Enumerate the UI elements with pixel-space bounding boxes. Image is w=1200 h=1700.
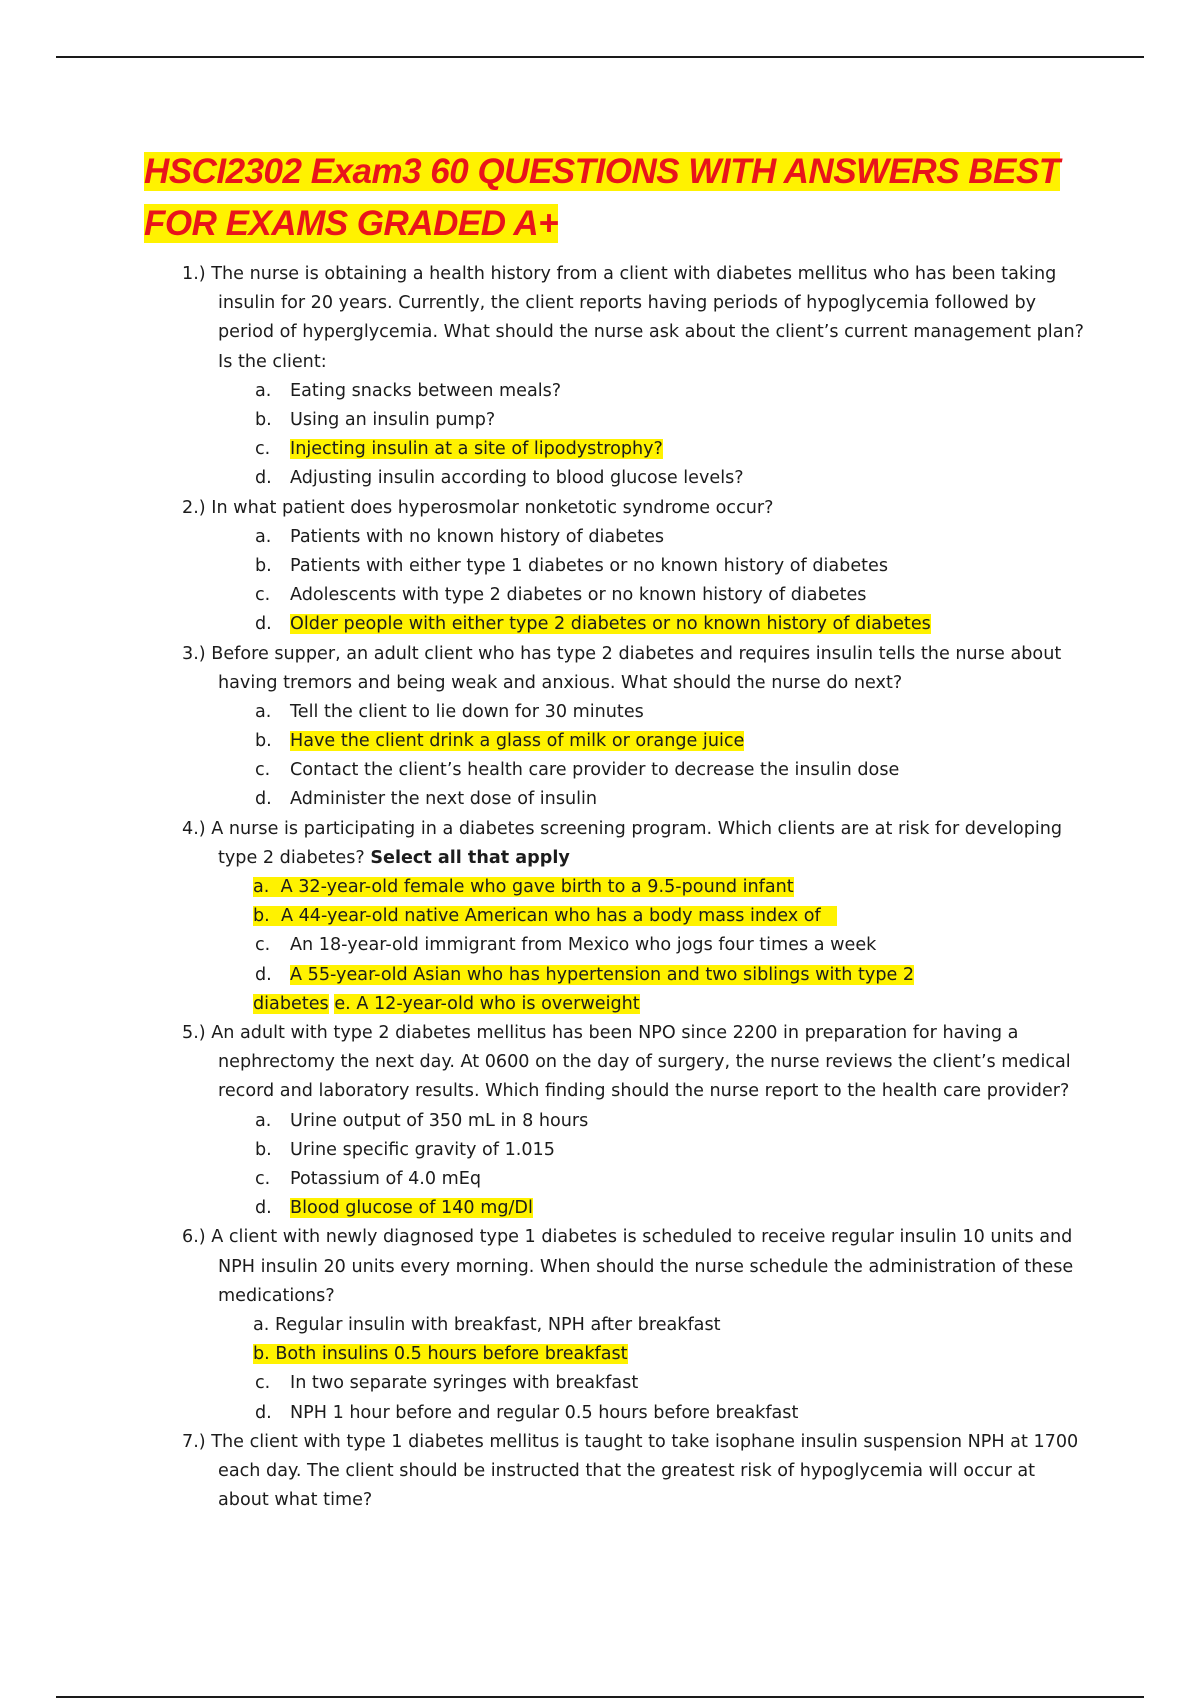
question-number: 4.): [182, 818, 206, 839]
option-3c: c. Contact the client’s health care provider to decrease the insulin dose: [255, 760, 900, 781]
question-number: 5.): [182, 1023, 206, 1044]
option-5a: a. Urine output of 350 mL in 8 hours: [255, 1110, 589, 1131]
question-number: 2.): [182, 497, 206, 518]
question-number: 1.): [182, 264, 206, 284]
option-3a: a. Tell the client to lie down for 30 minutes: [255, 701, 644, 722]
option-1a: a. Eating snacks between meals?: [255, 380, 562, 401]
question-7: [0, 1428, 1200, 1516]
question-4: [0, 815, 1200, 873]
question-number: 6.): [182, 1227, 206, 1248]
option-2b: b. Patients with either type 1 diabetes or no known history of diabetes: [255, 555, 889, 576]
option-5c: c. Potassium of 4.0 mEq: [255, 1169, 482, 1189]
question-list: [0, 260, 1200, 1515]
option-5d-answer: d. Blood glucose of 140 mg/Dl: [255, 1198, 533, 1219]
question-6: [0, 1223, 1200, 1311]
option-4d-answer: d. A 55-year-old Asian who has hypertension and two siblings with type 2: [255, 964, 915, 985]
option-6c: c. In two separate syringes with breakfast: [255, 1373, 639, 1394]
question-instruction: Select all that apply: [370, 847, 570, 868]
question-1: [0, 260, 1200, 377]
option-6a: a. Regular insulin with breakfast, NPH after breakfast: [253, 1314, 721, 1335]
question-2: [0, 494, 1200, 523]
question-text: Before supper, an adult client who has type 2 diabetes and requires insulin tells the nurse about having tremors and being weak and anxious. What should the nurse do next?: [211, 643, 1062, 693]
option-4b-answer: b. A 44-year-old native American who has a body mass index of: [0, 902, 1200, 931]
option-3b-answer: b. Have the client drink a glass of milk or orange juice: [255, 731, 745, 752]
option-4d-continuation-4e-answer: diabetes e. A 12-year-old who is overweight: [253, 993, 640, 1014]
question-text: The nurse is obtaining a health history from a client with diabetes mellitus who has been taking insulin for 20 years. Currently, the client reports having periods of hypoglycemia followed by period of hyperglycemia. What should the nurse ask about the client’s current management plan? Is the client:: [211, 264, 1084, 372]
question-text: A nurse is participating in a diabetes screening program. Which clients are at risk for developing type 2 diabetes?: [211, 818, 1063, 868]
question-number: 3.): [182, 643, 206, 664]
option-6b-answer: b. Both insulins 0.5 hours before breakfast: [253, 1344, 628, 1365]
bottom-rule: [56, 1696, 1144, 1698]
question-5: [0, 1019, 1200, 1107]
question-text: A client with newly diagnosed type 1 diabetes is scheduled to receive regular insulin 10 units and NPH insulin 20 units every morning. When should the nurse schedule the administration of these medications?: [211, 1227, 1074, 1306]
option-2a: a. Patients with no known history of diabetes: [255, 526, 665, 547]
question-number: 7.): [182, 1431, 206, 1452]
question-text: The client with type 1 diabetes mellitus is taught to take isophane insulin suspension NPH at 1700 each day. The client should be instructed that the greatest risk of hypoglycemia will occur at about what time?: [211, 1431, 1079, 1511]
option-3d: d. Administer the next dose of insulin: [255, 789, 598, 810]
option-1d: d. Adjusting insulin according to blood glucose levels?: [255, 468, 744, 489]
option-6d: d. NPH 1 hour before and regular 0.5 hours before breakfast: [255, 1402, 799, 1423]
question-text: In what patient does hyperosmolar nonketotic syndrome occur?: [211, 497, 774, 518]
title-line-2: FOR EXAMS GRADED A+: [144, 204, 559, 243]
document-title: [144, 146, 1074, 250]
option-1b: b. Using an insulin pump?: [255, 410, 496, 430]
question-3: [0, 640, 1200, 698]
option-2c: c. Adolescents with type 2 diabetes or no known history of diabetes: [255, 585, 867, 606]
option-1c-answer: c. Injecting insulin at a site of lipodystrophy?: [255, 439, 663, 460]
top-rule: [56, 56, 1144, 58]
question-text: An adult with type 2 diabetes mellitus has been NPO since 2200 in preparation for having a nephrectomy the next day. At 0600 on the day of surgery, the nurse reviews the client’s medical record and laboratory results. Which finding should the nurse report to the health care provider?: [211, 1023, 1071, 1102]
title-line-1: HSCI2302 Exam3 60 QUESTIONS WITH ANSWERS BEST: [144, 152, 1060, 191]
option-5b: b. Urine specific gravity of 1.015: [255, 1139, 555, 1160]
option-2d-answer: d. Older people with either type 2 diabetes or no known history of diabetes: [255, 614, 931, 635]
option-4a-answer: a. A 32-year-old female who gave birth to a 9.5-pound infant: [253, 877, 794, 898]
option-4c: c. An 18-year-old immigrant from Mexico who jogs four times a week: [255, 935, 877, 956]
